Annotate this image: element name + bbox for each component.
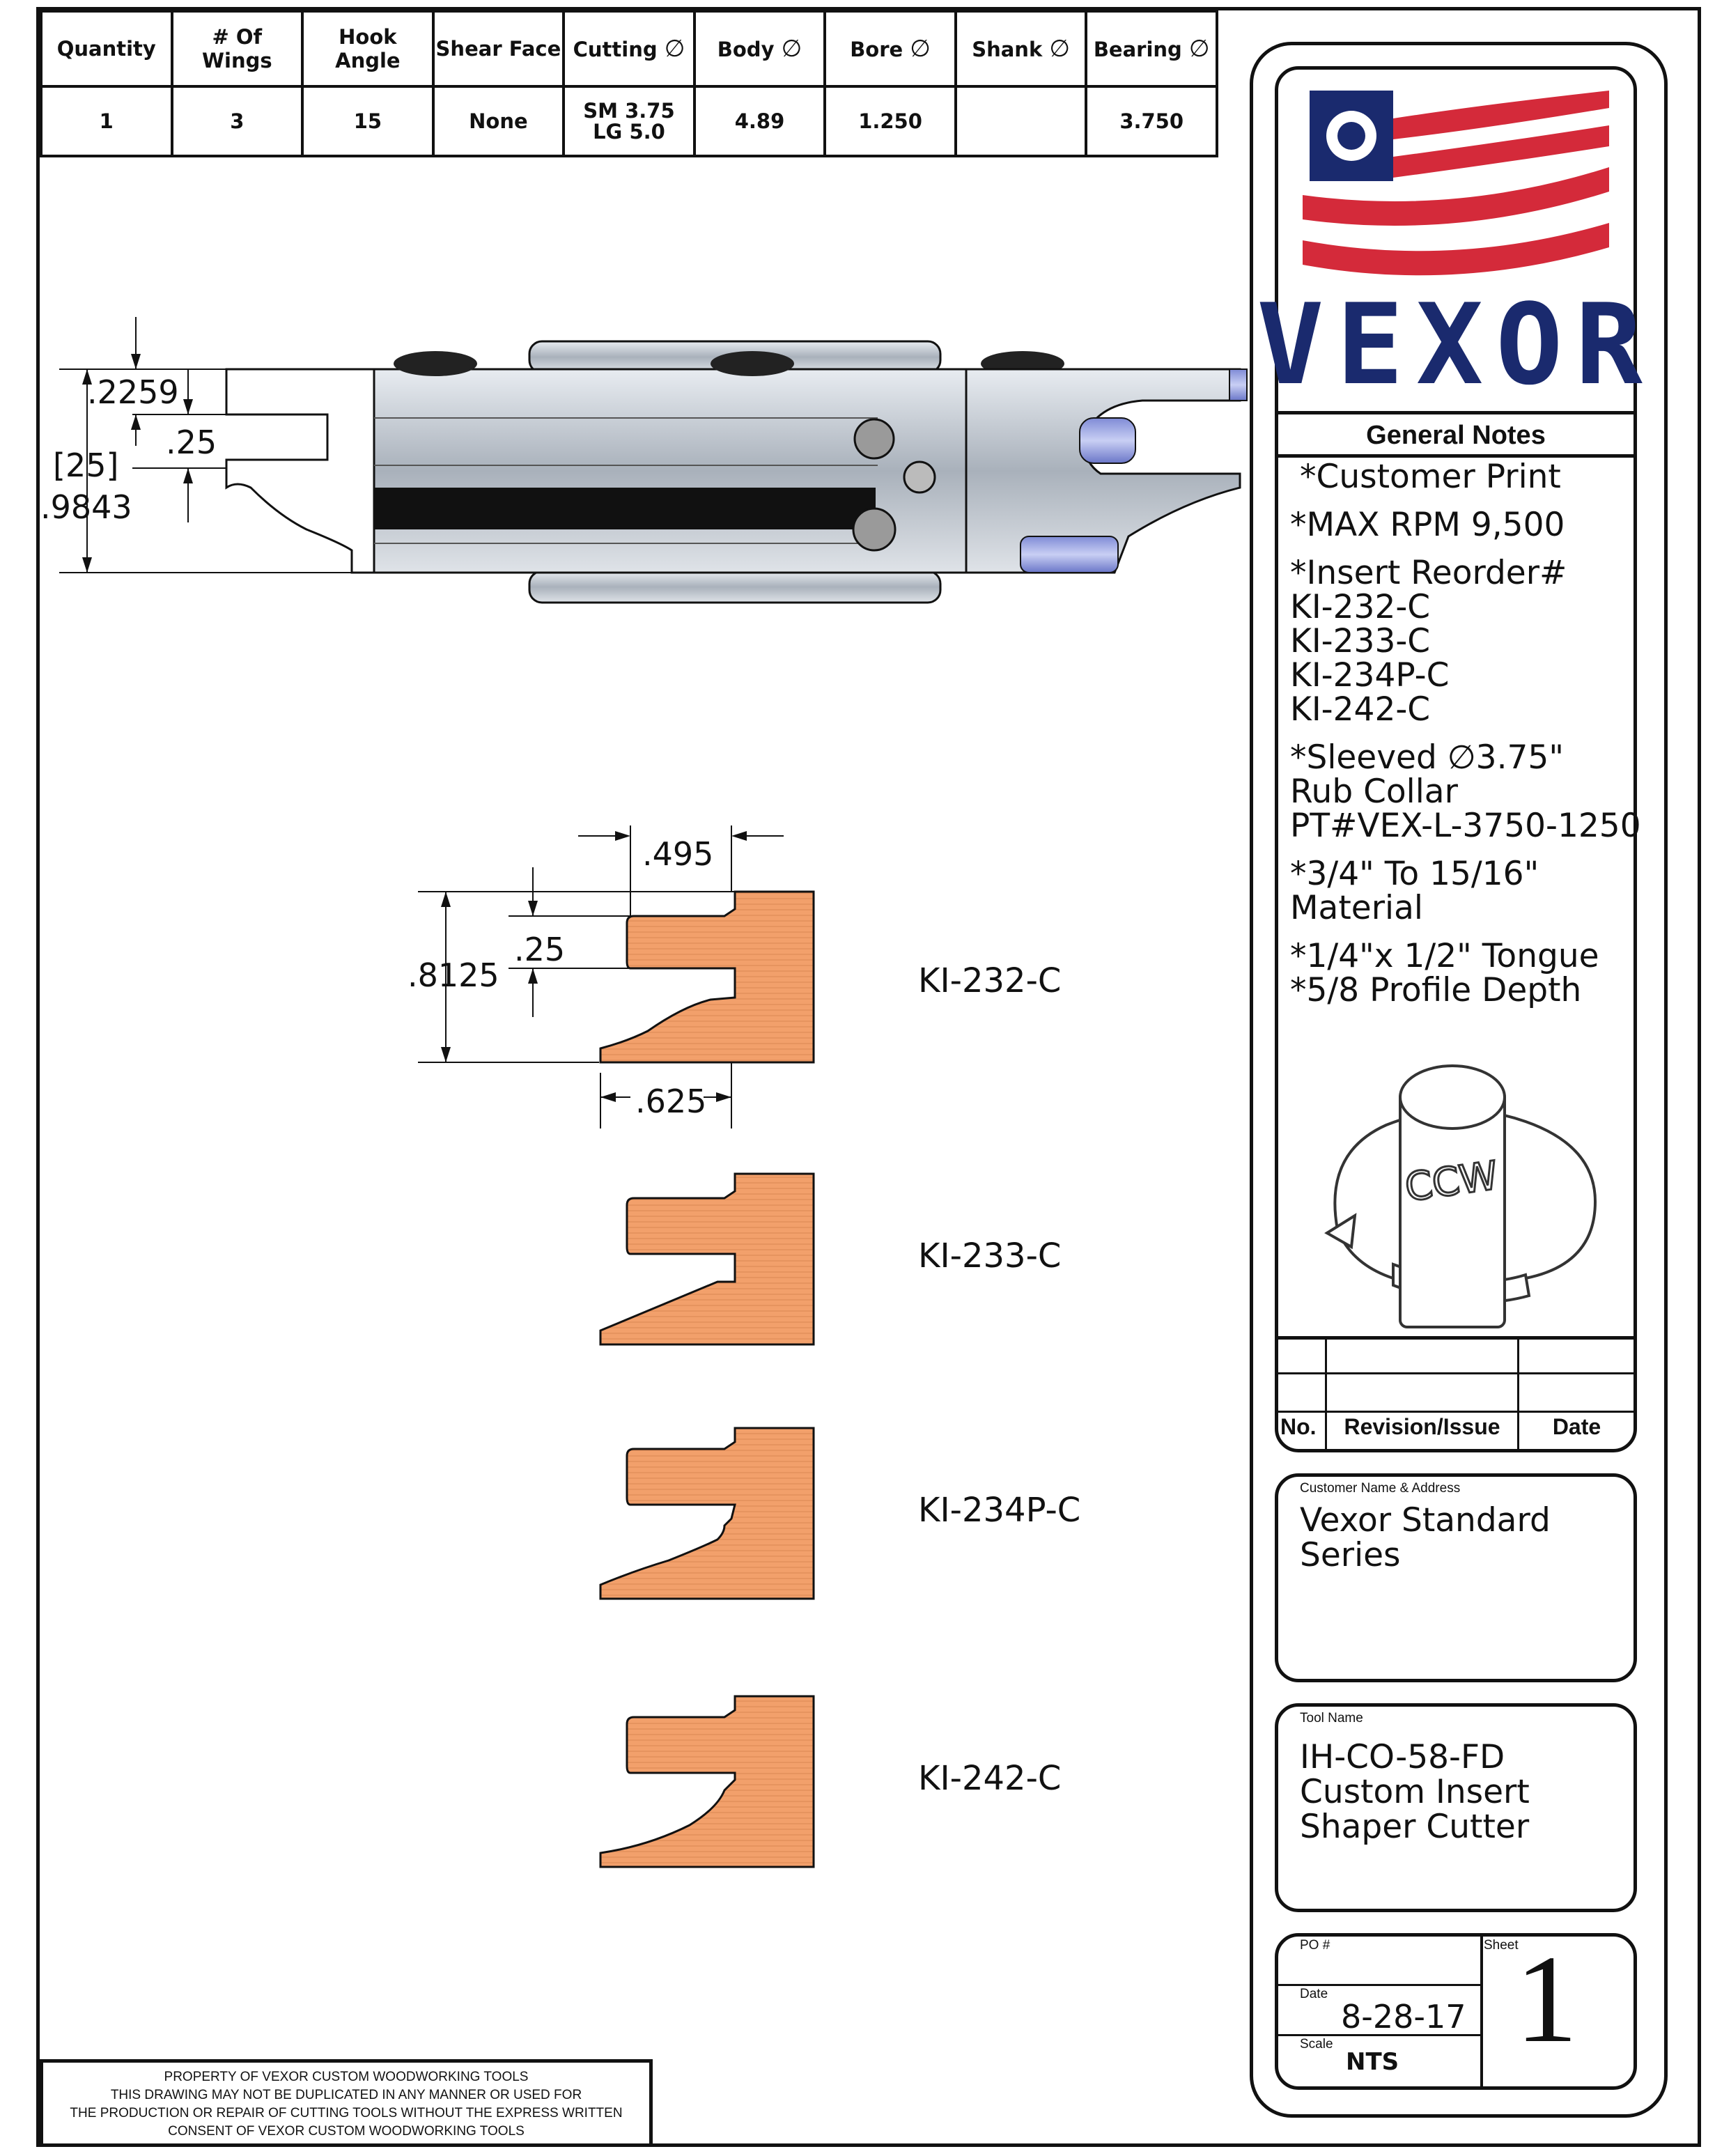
- date-label: Date: [1300, 1987, 1328, 2001]
- insert-label: KI-232-C: [918, 961, 1062, 1000]
- dim-2259: .2259: [87, 373, 179, 411]
- logo-text: VEXOR: [1257, 279, 1655, 410]
- po-label: PO #: [1300, 1938, 1330, 1953]
- insert-screw: [853, 509, 895, 550]
- dim-arrow: [131, 354, 141, 369]
- dim-625: .625: [635, 1083, 707, 1120]
- title-block-divider: [1480, 1937, 1483, 2086]
- dim-arrow: [600, 1092, 616, 1102]
- dim-arrow: [82, 557, 92, 573]
- diameter-symbol: ∅: [664, 35, 685, 63]
- insert-label: KI-233-C: [918, 1236, 1062, 1275]
- note-item: *Sleeved ∅3.75" Rub Collar PT#VEX-L-3750-1250: [1290, 738, 1641, 845]
- value-cutting-sm: SM 3.75: [583, 99, 675, 123]
- header-cutting-label: Cutting: [573, 38, 658, 61]
- dim-arrow: [615, 831, 630, 841]
- value-bore: 1.250: [825, 86, 956, 156]
- rotation-arrow-icon: [1327, 1216, 1355, 1247]
- cutter-section-drawing: [0, 0, 1254, 627]
- copyright-notice: [40, 2059, 653, 2147]
- insert-ki-233-c: [600, 1174, 814, 1344]
- header-shear-face: Shear Face: [433, 11, 564, 86]
- sheet-label: Sheet: [1484, 1938, 1519, 1953]
- dim-9843: .9843: [40, 488, 132, 526]
- dim-25: .25: [166, 424, 217, 461]
- dim-arrow: [716, 1092, 731, 1102]
- spindle-top: [1400, 1066, 1505, 1129]
- header-hook-angle: Hook Angle: [302, 11, 433, 86]
- header-bearing-label: Bearing: [1093, 38, 1182, 61]
- scale-label: Scale: [1300, 2037, 1333, 2052]
- bearing-edge: [1229, 369, 1247, 401]
- value-hook-angle: 15: [302, 86, 433, 156]
- dim-arrow: [441, 892, 451, 907]
- hex-screw: [904, 462, 935, 493]
- insert-label: KI-242-C: [918, 1759, 1062, 1798]
- profile-outline: [226, 369, 374, 573]
- value-body: 4.89: [694, 86, 825, 156]
- header-bore-label: Bore: [850, 38, 903, 61]
- dim-bracket-25: [25]: [53, 447, 119, 484]
- dim-insert-25: .25: [514, 931, 566, 968]
- revision-line: [1275, 1372, 1637, 1374]
- general-notes-list: [1290, 460, 1652, 1021]
- diameter-symbol: ∅: [1049, 35, 1070, 63]
- dim-arrow: [528, 901, 538, 916]
- general-notes-title: General Notes: [1366, 421, 1546, 450]
- diameter-symbol: ∅: [910, 35, 931, 63]
- rotation-label: CCW: [1402, 1153, 1501, 1211]
- note-item: *3/4" To 15/16" Material: [1290, 855, 1539, 927]
- logo-stripe: [1303, 223, 1609, 275]
- revision-date-header: Date: [1552, 1414, 1601, 1439]
- sheet-value: 1: [1515, 1930, 1578, 2068]
- revision-issue-header: Revision/Issue: [1344, 1414, 1500, 1439]
- value-quantity: 1: [41, 86, 172, 156]
- insert-screw: [855, 419, 894, 458]
- value-bearing: 3.750: [1086, 86, 1217, 156]
- title-block-line: [1278, 1984, 1480, 1986]
- logo-hub: [1337, 122, 1365, 150]
- dim-arrow: [183, 468, 193, 483]
- insert-ki-234p-c: [600, 1428, 814, 1599]
- scale-value: NTS: [1346, 2048, 1399, 2076]
- tool-name-label: Tool Name: [1300, 1711, 1363, 1725]
- insert-ki-232-c: [600, 892, 814, 1062]
- note-item: *MAX RPM 9,500: [1290, 506, 1565, 544]
- header-wings: # Of Wings: [172, 11, 303, 86]
- date-value: 8-28-17: [1341, 1998, 1466, 2035]
- revision-line: [1275, 1411, 1637, 1413]
- bottom-sleeve: [529, 571, 940, 603]
- cap-screw: [394, 351, 477, 376]
- diameter-symbol: ∅: [1188, 35, 1210, 63]
- insert-slot: [374, 488, 876, 529]
- header-quantity: Quantity: [41, 11, 172, 86]
- note-item: *Insert Reorder# KI-232-C KI-233-C KI-234P-C KI-242-C: [1290, 554, 1567, 729]
- dim-495: .495: [642, 835, 714, 873]
- notice-line: CONSENT OF VEXOR CUSTOM WOODWORKING TOOLS: [168, 2124, 525, 2139]
- notice-line: THIS DRAWING MAY NOT BE DUPLICATED IN ANY MANNER OR USED FOR: [110, 2088, 582, 2102]
- note-item: *1/4"x 1/2" Tongue *5/8 Profile Depth: [1290, 937, 1599, 1009]
- customer-label: Customer Name & Address: [1300, 1481, 1461, 1496]
- value-wings: 3: [172, 86, 303, 156]
- insert-ki-242-c: [600, 1696, 814, 1867]
- dim-arrow: [131, 414, 141, 430]
- insert-label: KI-234P-C: [918, 1491, 1081, 1530]
- dim-arrow: [441, 1047, 451, 1062]
- header-shank-label: Shank: [972, 38, 1043, 61]
- dim-arrow: [731, 831, 747, 841]
- cap-screw: [711, 351, 794, 376]
- tool-name-value: IH-CO-58-FD Custom Insert Shaper Cutter: [1300, 1738, 1530, 1846]
- diameter-symbol: ∅: [781, 35, 802, 63]
- dim-arrow: [528, 968, 538, 984]
- rotation-graphic: [1296, 1055, 1616, 1341]
- notice-line: THE PRODUCTION OR REPAIR OF CUTTING TOOLS WITHOUT THE EXPRESS WRITTEN: [70, 2106, 623, 2120]
- notice-line: PROPERTY OF VEXOR CUSTOM WOODWORKING TOOLS: [164, 2070, 529, 2084]
- revision-top-line: [1275, 1336, 1637, 1340]
- customer-value: Vexor Standard Series: [1300, 1501, 1551, 1574]
- bearing: [1080, 418, 1135, 463]
- dim-arrow: [183, 399, 193, 414]
- value-cutting-lg: LG 5.0: [593, 120, 665, 144]
- value-shear-face: None: [433, 86, 564, 156]
- bearing: [1021, 536, 1118, 573]
- note-item: *Customer Print: [1300, 458, 1561, 496]
- revision-no-header: No.: [1280, 1414, 1317, 1439]
- header-body-label: Body: [717, 38, 775, 61]
- dim-8125: .8125: [408, 956, 499, 994]
- vexor-logo: [1257, 77, 1655, 411]
